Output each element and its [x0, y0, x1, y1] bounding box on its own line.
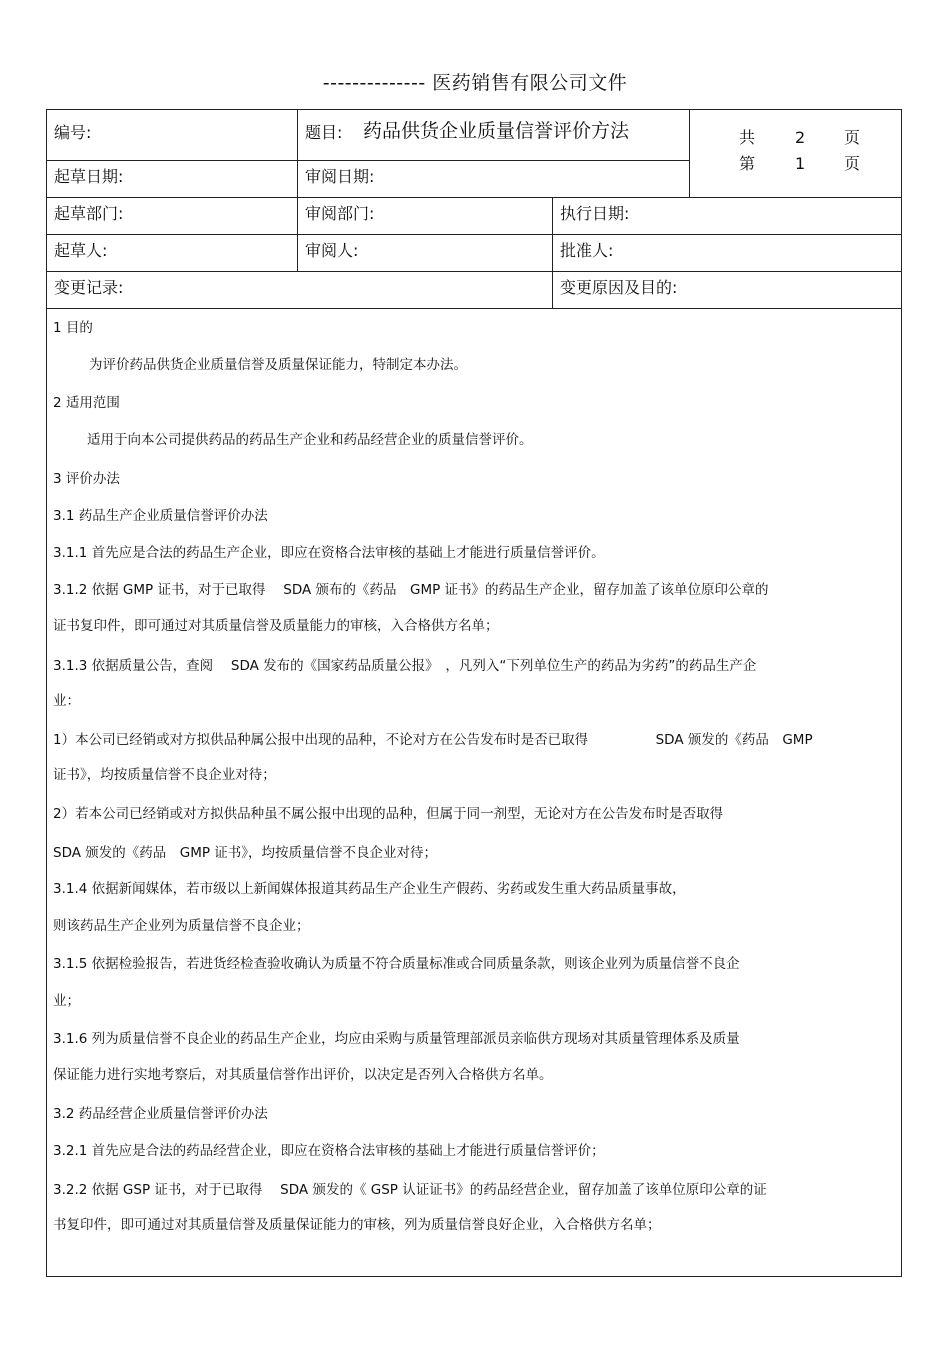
drafter-label: 起草人:: [54, 241, 108, 260]
current-page-unit: 页: [844, 154, 861, 173]
column-divider: [552, 197, 553, 308]
row-divider: [47, 271, 901, 272]
body-line: 3.1.1 首先应是合法的药品生产企业，即应在资格合法审核的基础上才能进行质量信誉评价。: [53, 545, 605, 561]
subject-value: 药品供货企业质量信誉评价方法: [363, 120, 630, 142]
body-line: SDA 颁发的《药品 GMP 证书》，均按质量信誉不良企业对待；: [53, 845, 438, 861]
body-line: 2 适用范围: [53, 395, 120, 411]
body-line: 证书》，均按质量信誉不良企业对待；: [53, 767, 276, 783]
body-line: 适用于向本公司提供药品的药品生产企业和药品经营企业的质量信誉评价。: [87, 432, 533, 448]
review-date-label: 审阅日期:: [305, 167, 375, 186]
document-title: -------------- 医药销售有限公司文件: [322, 72, 628, 94]
row-divider: [47, 160, 301, 161]
body-line: 3.1.6 列为质量信誉不良企业的药品生产企业，均应由采购与质量管理部派员亲临供方现场对其质量管理体系及质量: [53, 1031, 740, 1047]
body-line: 1）本公司已经销或对方拟供品种属公报中出现的品种，不论对方在公告发布时是否已取得 SDA 颁发的《药品 GMP: [53, 732, 813, 748]
column-divider: [297, 110, 298, 271]
body-line: 书复印件，即可通过对其质量信誉及质量保证能力的审核，列为质量信誉良好企业，入合格供方名单；: [53, 1217, 661, 1233]
body-line: 3.1.5 依据检验报告，若进货经检查验收确认为质量不符合质量标准或合同质量条款，则该企业列为质量信誉不良企: [53, 956, 740, 972]
body-line: 业；: [53, 993, 80, 1009]
total-page-unit: 页: [844, 128, 861, 147]
row-divider: [47, 308, 901, 309]
column-divider: [689, 110, 690, 197]
body-line: 业：: [53, 693, 80, 709]
total-pages: 2: [795, 128, 806, 147]
number-label: 编号:: [54, 123, 92, 142]
body-line: 保证能力进行实地考察后，对其质量信誉作出评价，以决定是否列入合格供方名单。: [53, 1067, 553, 1083]
body-line: 3.2 药品经营企业质量信誉评价办法: [53, 1106, 268, 1122]
body-line: 3 评价办法: [53, 471, 120, 487]
approver-label: 批准人:: [560, 241, 614, 260]
review-dept-label: 审阅部门:: [305, 204, 375, 223]
body-line: 3.1.3 依据质量公告，查阅 SDA 发布的《国家药品质量公报》 ，凡列入“下列单位生产的药品为劣药”的药品生产企: [53, 658, 757, 674]
document-frame: [46, 109, 902, 1277]
subject-label: 题目:: [305, 123, 343, 142]
body-line: 3.1.4 依据新闻媒体，若市级以上新闻媒体报道其药品生产企业生产假药、劣药或发生重大药品质量事故，: [53, 881, 686, 897]
body-line: 3.2.1 首先应是合法的药品经营企业，即应在资格合法审核的基础上才能进行质量信誉评价；: [53, 1143, 605, 1159]
current-label: 第: [739, 154, 756, 173]
body-line: 3.1.2 依据 GMP 证书，对于已取得 SDA 颁布的《药品 GMP 证书》的药品生产企业，留存加盖了该单位原印公章的: [53, 582, 769, 598]
body-line: 1 目的: [53, 320, 93, 336]
body-line: 3.1 药品生产企业质量信誉评价办法: [53, 508, 268, 524]
row-divider: [297, 160, 689, 161]
body-line: 3.2.2 依据 GSP 证书，对于已取得 SDA 颁发的《 GSP 认证证书》的药品经营企业，留存加盖了该单位原印公章的证: [53, 1182, 767, 1198]
row-divider: [47, 197, 901, 198]
body-line: 证书复印件，即可通过对其质量信誉及质量能力的审核，入合格供方名单；: [53, 618, 499, 634]
total-label: 共: [739, 128, 756, 147]
row-divider: [47, 234, 901, 235]
change-reason-label: 变更原因及目的:: [560, 278, 678, 297]
body-line: 为评价药品供货企业质量信誉及质量保证能力，特制定本办法。: [89, 357, 467, 373]
draft-date-label: 起草日期:: [54, 167, 124, 186]
body-line: 则该药品生产企业列为质量信誉不良企业；: [53, 918, 310, 934]
body-line: 2）若本公司已经销或对方拟供品种虽不属公报中出现的品种，但属于同一剂型，无论对方在公告发布时是否取得: [53, 806, 724, 822]
change-record-label: 变更记录:: [54, 278, 124, 297]
exec-date-label: 执行日期:: [560, 204, 630, 223]
reviewer-label: 审阅人:: [305, 241, 359, 260]
draft-dept-label: 起草部门:: [54, 204, 124, 223]
current-page: 1: [795, 154, 806, 173]
